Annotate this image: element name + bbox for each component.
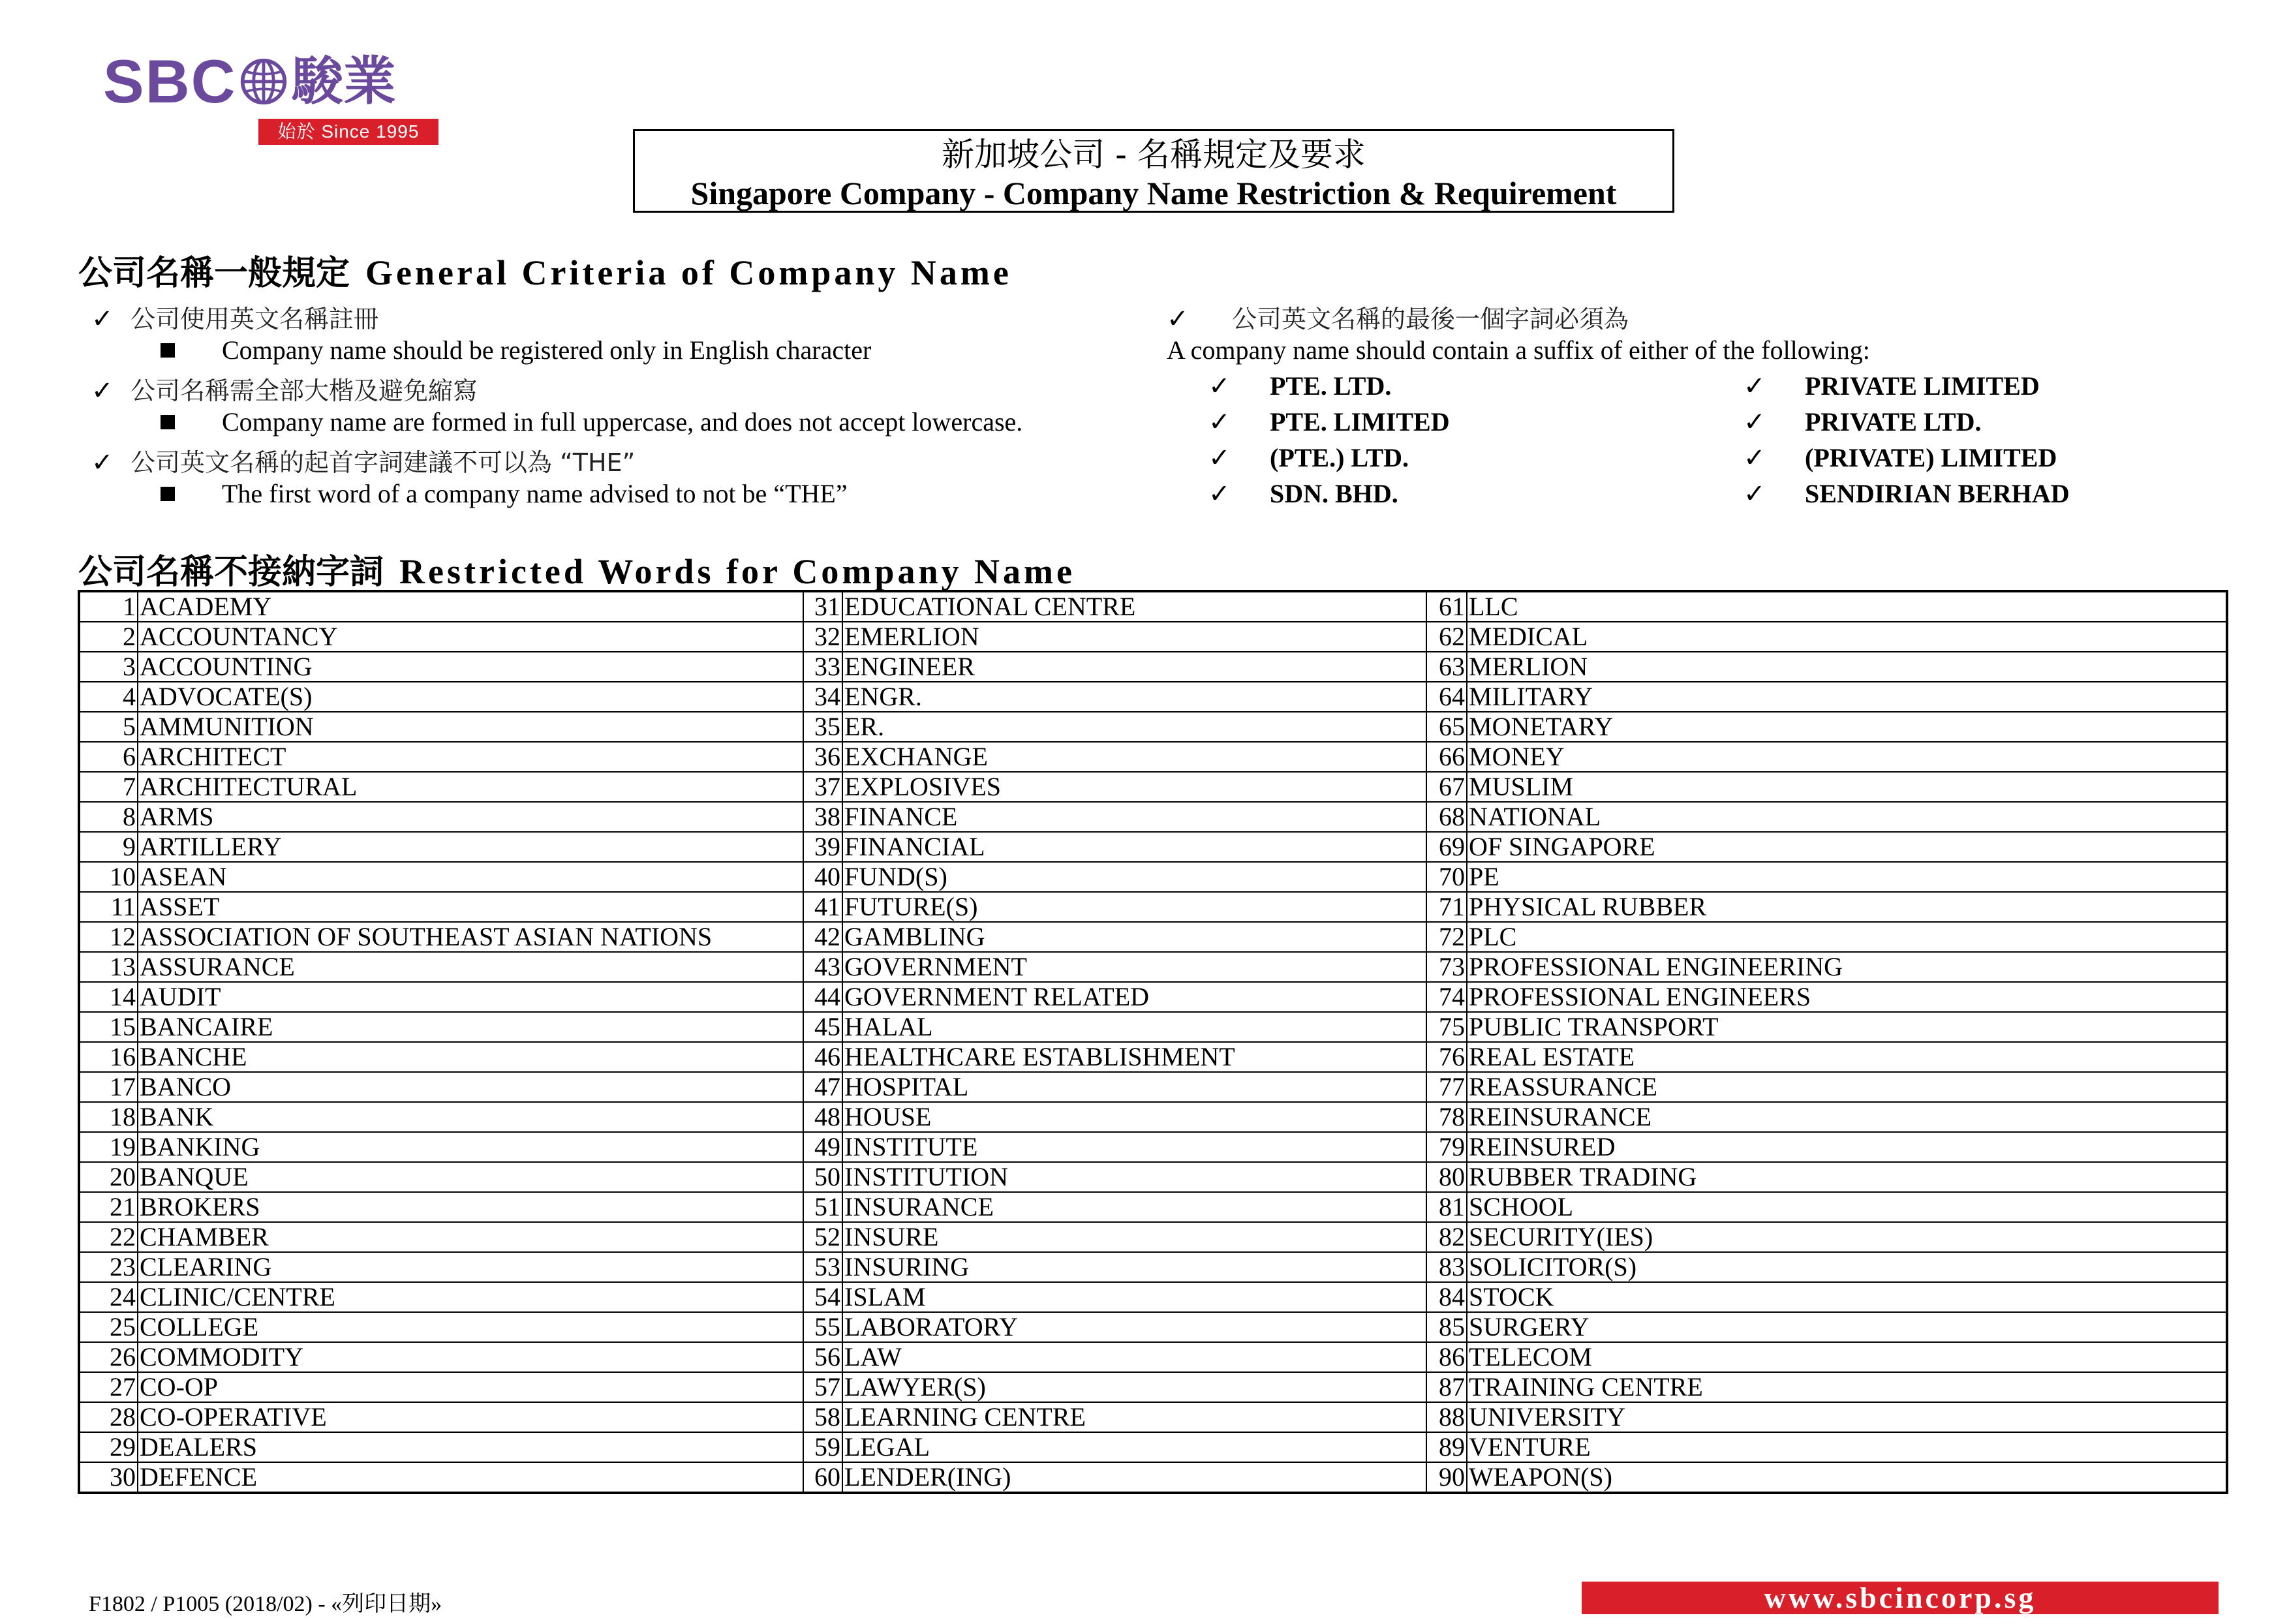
restricted-word: GOVERNMENT — [842, 952, 1426, 982]
restricted-word: AUDIT — [138, 982, 803, 1012]
logo-brand-en: SBC — [103, 47, 237, 115]
table-row — [79, 802, 2227, 832]
check-icon: ✓ — [1167, 304, 1189, 333]
word-number: 31 — [803, 591, 842, 622]
word-number: 64 — [1426, 682, 1467, 712]
restricted-word: ENGR. — [842, 682, 1426, 712]
restricted-word: BANCHE — [138, 1042, 803, 1072]
word-number: 57 — [803, 1372, 842, 1402]
restricted-word: LAW — [842, 1342, 1426, 1372]
restricted-word: ASSURANCE — [138, 952, 803, 982]
restricted-word: INSTITUTE — [842, 1132, 1426, 1162]
word-number: 67 — [1426, 772, 1467, 802]
restricted-word: LENDER(ING) — [842, 1462, 1426, 1493]
word-number: 78 — [1426, 1102, 1467, 1132]
word-number: 10 — [79, 862, 138, 892]
restricted-word: PLC — [1467, 922, 2227, 952]
restricted-word: ASSOCIATION OF SOUTHEAST ASIAN NATIONS — [138, 922, 803, 952]
restricted-word: REASSURANCE — [1467, 1072, 2227, 1102]
restricted-words-table — [78, 590, 2228, 1494]
restricted-word: MONETARY — [1467, 712, 2227, 742]
general-criteria-heading — [78, 245, 1012, 294]
table-row — [79, 982, 2227, 1012]
word-number: 32 — [803, 622, 842, 652]
restricted-word: GOVERNMENT RELATED — [842, 982, 1426, 1012]
criteria-text: 公司名稱需全部大楷及避免縮寫 — [131, 376, 478, 405]
restricted-word: CO-OPERATIVE — [138, 1402, 803, 1432]
restricted-word: COMMODITY — [138, 1342, 803, 1372]
suffix-item: ✓ PTE. LIMITED — [1208, 407, 1450, 437]
restricted-word: FINANCE — [842, 802, 1426, 832]
restricted-word: HEALTHCARE ESTABLISHMENT — [842, 1042, 1426, 1072]
check-icon: ✓ — [1744, 479, 1766, 508]
restricted-word: LABORATORY — [842, 1312, 1426, 1342]
restricted-word: REAL ESTATE — [1467, 1042, 2227, 1072]
table-row — [79, 712, 2227, 742]
criteria-text: 公司英文名稱的最後一個字詞必須為 — [1232, 305, 1629, 333]
square-bullet-icon — [161, 487, 175, 501]
general-heading-cn: 公司名稱一般規定 — [78, 254, 350, 293]
restricted-word: REINSURED — [1467, 1132, 2227, 1162]
word-number: 85 — [1426, 1312, 1467, 1342]
word-number: 60 — [803, 1462, 842, 1493]
word-number: 47 — [803, 1072, 842, 1102]
word-number: 33 — [803, 652, 842, 682]
check-icon: ✓ — [91, 304, 114, 333]
word-number: 53 — [803, 1252, 842, 1282]
word-number: 12 — [79, 922, 138, 952]
restricted-word: CLINIC/CENTRE — [138, 1282, 803, 1312]
word-number: 55 — [803, 1312, 842, 1342]
document-title-en: Singapore Company - Company Name Restriction & Requirement — [690, 175, 1617, 211]
word-number: 72 — [1426, 922, 1467, 952]
criteria-item-1-cn — [91, 299, 378, 335]
word-number: 35 — [803, 712, 842, 742]
restricted-word: ARTILLERY — [138, 832, 803, 862]
restricted-word: PROFESSIONAL ENGINEERING — [1467, 952, 2227, 982]
word-number: 18 — [79, 1102, 138, 1132]
word-number: 3 — [79, 652, 138, 682]
check-icon: ✓ — [1744, 371, 1766, 401]
suffix-item: ✓ SENDIRIAN BERHAD — [1744, 479, 2070, 508]
restricted-word: BANCAIRE — [138, 1012, 803, 1042]
table-row — [79, 922, 2227, 952]
square-bullet-icon — [161, 415, 175, 429]
square-bullet-icon — [161, 343, 175, 358]
restricted-word: INSTITUTION — [842, 1162, 1426, 1192]
restricted-word: DEALERS — [138, 1432, 803, 1462]
suffix-item: ✓ PTE. LTD. — [1208, 371, 1392, 401]
word-number: 90 — [1426, 1462, 1467, 1493]
restricted-word: LEGAL — [842, 1432, 1426, 1462]
word-number: 58 — [803, 1402, 842, 1432]
restricted-word: STOCK — [1467, 1282, 2227, 1312]
word-number: 73 — [1426, 952, 1467, 982]
word-number: 2 — [79, 622, 138, 652]
restricted-word: ENGINEER — [842, 652, 1426, 682]
word-number: 4 — [79, 682, 138, 712]
restricted-word: EXPLOSIVES — [842, 772, 1426, 802]
restricted-word: BANKING — [138, 1132, 803, 1162]
general-heading-en: General Criteria of Company Name — [365, 253, 1012, 292]
restricted-word: WEAPON(S) — [1467, 1462, 2227, 1493]
suffix-item: ✓ SDN. BHD. — [1208, 479, 1398, 508]
table-row — [79, 1072, 2227, 1102]
restricted-word: NATIONAL — [1467, 802, 2227, 832]
restricted-heading-cn: 公司名稱不接納字詞 — [78, 553, 384, 592]
check-icon: ✓ — [1744, 443, 1766, 472]
word-number: 43 — [803, 952, 842, 982]
document-title-box — [633, 129, 1674, 213]
table-row — [79, 1042, 2227, 1072]
restricted-word: ADVOCATE(S) — [138, 682, 803, 712]
word-number: 68 — [1426, 802, 1467, 832]
restricted-word: ASEAN — [138, 862, 803, 892]
word-number: 75 — [1426, 1012, 1467, 1042]
table-row — [79, 1192, 2227, 1222]
restricted-word: ACCOUNTANCY — [138, 622, 803, 652]
restricted-word: HOSPITAL — [842, 1072, 1426, 1102]
word-number: 62 — [1426, 622, 1467, 652]
word-number: 82 — [1426, 1222, 1467, 1252]
table-row — [79, 1402, 2227, 1432]
word-number: 52 — [803, 1222, 842, 1252]
criteria-text: Company name should be registered only in English character — [222, 335, 872, 365]
restricted-word: PHYSICAL RUBBER — [1467, 892, 2227, 922]
word-number: 11 — [79, 892, 138, 922]
restricted-word: LAWYER(S) — [842, 1372, 1426, 1402]
word-number: 9 — [79, 832, 138, 862]
restricted-word: INSURANCE — [842, 1192, 1426, 1222]
word-number: 71 — [1426, 892, 1467, 922]
table-row — [79, 1432, 2227, 1462]
restricted-word: LLC — [1467, 591, 2227, 622]
restricted-word: FUND(S) — [842, 862, 1426, 892]
restricted-words-heading — [78, 544, 1075, 593]
suffix-requirement-cn — [1167, 299, 1629, 335]
word-number: 22 — [79, 1222, 138, 1252]
word-number: 87 — [1426, 1372, 1467, 1402]
word-number: 37 — [803, 772, 842, 802]
restricted-heading-en: Restricted Words for Company Name — [399, 552, 1075, 591]
table-row — [79, 832, 2227, 862]
word-number: 7 — [79, 772, 138, 802]
table-row — [79, 1282, 2227, 1312]
restricted-word: BANCO — [138, 1072, 803, 1102]
word-number: 17 — [79, 1072, 138, 1102]
table-row — [79, 1312, 2227, 1342]
restricted-word: MERLION — [1467, 652, 2227, 682]
restricted-word: BANK — [138, 1102, 803, 1132]
check-icon: ✓ — [1208, 479, 1231, 508]
company-logo — [103, 47, 442, 149]
restricted-word: PE — [1467, 862, 2227, 892]
suffix-item: ✓ PRIVATE LIMITED — [1744, 371, 2040, 401]
word-number: 38 — [803, 802, 842, 832]
restricted-word: INSURE — [842, 1222, 1426, 1252]
restricted-word: BANQUE — [138, 1162, 803, 1192]
word-number: 89 — [1426, 1432, 1467, 1462]
restricted-word: FUTURE(S) — [842, 892, 1426, 922]
table-row — [79, 1222, 2227, 1252]
word-number: 40 — [803, 862, 842, 892]
restricted-word: ER. — [842, 712, 1426, 742]
word-number: 69 — [1426, 832, 1467, 862]
globe-icon — [239, 57, 288, 106]
restricted-word: SECURITY(IES) — [1467, 1222, 2227, 1252]
restricted-word: REINSURANCE — [1467, 1102, 2227, 1132]
table-row — [79, 862, 2227, 892]
restricted-word: HOUSE — [842, 1102, 1426, 1132]
word-number: 79 — [1426, 1132, 1467, 1162]
restricted-word: COLLEGE — [138, 1312, 803, 1342]
word-number: 16 — [79, 1042, 138, 1072]
word-number: 59 — [803, 1432, 842, 1462]
word-number: 56 — [803, 1342, 842, 1372]
restricted-word: ISLAM — [842, 1282, 1426, 1312]
word-number: 48 — [803, 1102, 842, 1132]
table-row — [79, 1102, 2227, 1132]
word-number: 88 — [1426, 1402, 1467, 1432]
word-number: 80 — [1426, 1162, 1467, 1192]
criteria-item-1-en — [161, 335, 871, 365]
word-number: 74 — [1426, 982, 1467, 1012]
restricted-word: BROKERS — [138, 1192, 803, 1222]
restricted-word: RUBBER TRADING — [1467, 1162, 2227, 1192]
word-number: 24 — [79, 1282, 138, 1312]
table-row — [79, 1372, 2227, 1402]
word-number: 34 — [803, 682, 842, 712]
criteria-text: Company name are formed in full uppercase, and does not accept lowercase. — [222, 407, 1023, 437]
word-number: 25 — [79, 1312, 138, 1342]
restricted-word: DEFENCE — [138, 1462, 803, 1493]
word-number: 41 — [803, 892, 842, 922]
restricted-word: ARMS — [138, 802, 803, 832]
restricted-word: ACCOUNTING — [138, 652, 803, 682]
table-row — [79, 622, 2227, 652]
word-number: 36 — [803, 742, 842, 772]
restricted-word: SCHOOL — [1467, 1192, 2227, 1222]
logo-wordmark — [103, 47, 396, 115]
word-number: 13 — [79, 952, 138, 982]
check-icon: ✓ — [1744, 407, 1766, 437]
suffix-item: ✓ (PRIVATE) LIMITED — [1744, 443, 2057, 472]
restricted-word: ASSET — [138, 892, 803, 922]
table-row — [79, 1012, 2227, 1042]
restricted-word: SOLICITOR(S) — [1467, 1252, 2227, 1282]
word-number: 84 — [1426, 1282, 1467, 1312]
criteria-text: 公司英文名稱的起首字詞建議不可以為 “THE” — [131, 448, 636, 477]
word-number: 42 — [803, 922, 842, 952]
word-number: 8 — [79, 802, 138, 832]
word-number: 54 — [803, 1282, 842, 1312]
restricted-word: MEDICAL — [1467, 622, 2227, 652]
word-number: 50 — [803, 1162, 842, 1192]
logo-tagline: 始於 Since 1995 — [258, 119, 438, 145]
criteria-text: The first word of a company name advised to not be “THE” — [222, 479, 848, 508]
table-row — [79, 1342, 2227, 1372]
word-number: 77 — [1426, 1072, 1467, 1102]
website-banner: www.sbcincorp.sg — [1582, 1582, 2219, 1614]
check-icon: ✓ — [1208, 443, 1231, 472]
table-row — [79, 1162, 2227, 1192]
check-icon: ✓ — [91, 376, 114, 405]
restricted-word: GAMBLING — [842, 922, 1426, 952]
table-row — [79, 652, 2227, 682]
restricted-word: ARCHITECT — [138, 742, 803, 772]
word-number: 61 — [1426, 591, 1467, 622]
word-number: 81 — [1426, 1192, 1467, 1222]
word-number: 83 — [1426, 1252, 1467, 1282]
restricted-word: MILITARY — [1467, 682, 2227, 712]
word-number: 15 — [79, 1012, 138, 1042]
restricted-word: PUBLIC TRANSPORT — [1467, 1012, 2227, 1042]
word-number: 27 — [79, 1372, 138, 1402]
restricted-word: PROFESSIONAL ENGINEERS — [1467, 982, 2227, 1012]
restricted-word: ARCHITECTURAL — [138, 772, 803, 802]
restricted-word: OF SINGAPORE — [1467, 832, 2227, 862]
restricted-word: CHAMBER — [138, 1222, 803, 1252]
word-number: 44 — [803, 982, 842, 1012]
table-row — [79, 1132, 2227, 1162]
restricted-word: TELECOM — [1467, 1342, 2227, 1372]
restricted-word: CO-OP — [138, 1372, 803, 1402]
word-number: 29 — [79, 1432, 138, 1462]
word-number: 5 — [79, 712, 138, 742]
word-number: 65 — [1426, 712, 1467, 742]
restricted-words-body — [79, 591, 2227, 1493]
restricted-word: AMMUNITION — [138, 712, 803, 742]
word-number: 70 — [1426, 862, 1467, 892]
word-number: 26 — [79, 1342, 138, 1372]
word-number: 66 — [1426, 742, 1467, 772]
suffix-requirement-en: A company name should contain a suffix of either of the following: — [1167, 335, 1870, 365]
word-number: 45 — [803, 1012, 842, 1042]
table-row — [79, 1252, 2227, 1282]
restricted-word: SURGERY — [1467, 1312, 2227, 1342]
table-row — [79, 591, 2227, 622]
restricted-word: HALAL — [842, 1012, 1426, 1042]
word-number: 21 — [79, 1192, 138, 1222]
document-title-cn: 新加坡公司 - 名稱規定及要求 — [942, 136, 1366, 174]
table-row — [79, 892, 2227, 922]
word-number: 51 — [803, 1192, 842, 1222]
table-row — [79, 772, 2227, 802]
word-number: 30 — [79, 1462, 138, 1493]
criteria-item-3-cn — [91, 442, 635, 478]
word-number: 39 — [803, 832, 842, 862]
word-number: 63 — [1426, 652, 1467, 682]
restricted-word: MUSLIM — [1467, 772, 2227, 802]
table-row — [79, 682, 2227, 712]
restricted-word: CLEARING — [138, 1252, 803, 1282]
restricted-word: UNIVERSITY — [1467, 1402, 2227, 1432]
word-number: 23 — [79, 1252, 138, 1282]
check-icon: ✓ — [91, 448, 114, 477]
table-row — [79, 952, 2227, 982]
restricted-word: TRAINING CENTRE — [1467, 1372, 2227, 1402]
restricted-word: EDUCATIONAL CENTRE — [842, 591, 1426, 622]
restricted-word: EMERLION — [842, 622, 1426, 652]
criteria-text: 公司使用英文名稱註冊 — [131, 305, 379, 333]
table-row — [79, 1462, 2227, 1493]
restricted-word: MONEY — [1467, 742, 2227, 772]
word-number: 28 — [79, 1402, 138, 1432]
restricted-word: EXCHANGE — [842, 742, 1426, 772]
word-number: 14 — [79, 982, 138, 1012]
word-number: 46 — [803, 1042, 842, 1072]
suffix-item: ✓ PRIVATE LTD. — [1744, 407, 1982, 437]
check-icon: ✓ — [1208, 371, 1231, 401]
word-number: 6 — [79, 742, 138, 772]
check-icon: ✓ — [1208, 407, 1231, 437]
restricted-word: VENTURE — [1467, 1432, 2227, 1462]
restricted-word: INSURING — [842, 1252, 1426, 1282]
restricted-word: FINANCIAL — [842, 832, 1426, 862]
restricted-word: LEARNING CENTRE — [842, 1402, 1426, 1432]
criteria-item-2-cn — [91, 371, 478, 406]
word-number: 20 — [79, 1162, 138, 1192]
suffix-item: ✓ (PTE.) LTD. — [1208, 443, 1409, 472]
word-number: 19 — [79, 1132, 138, 1162]
criteria-item-2-en — [161, 406, 1022, 437]
word-number: 49 — [803, 1132, 842, 1162]
restricted-word: ACADEMY — [138, 591, 803, 622]
logo-brand-cn: 駿業 — [291, 51, 396, 112]
word-number: 1 — [79, 591, 138, 622]
word-number: 76 — [1426, 1042, 1467, 1072]
form-code: F1802 / P1005 (2018/02) - «列印日期» — [89, 1592, 442, 1616]
word-number: 86 — [1426, 1342, 1467, 1372]
table-row — [79, 742, 2227, 772]
criteria-item-3-en — [161, 478, 848, 509]
